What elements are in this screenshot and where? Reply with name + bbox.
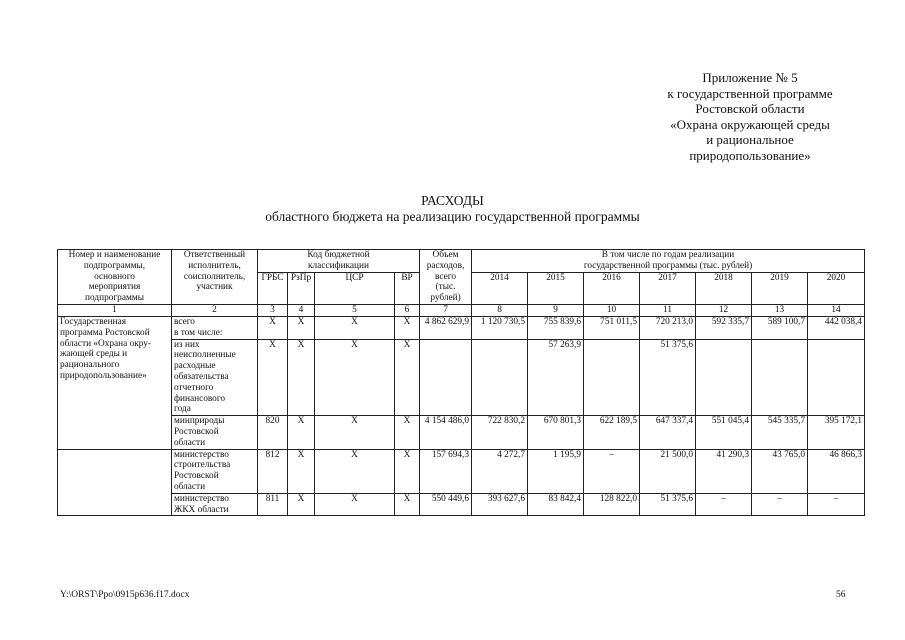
rzpr-cell: Х xyxy=(288,449,315,493)
column-number: 2 xyxy=(172,304,258,316)
header-name-line: основного xyxy=(94,271,135,282)
year-value-cell: 21 500,0 xyxy=(640,449,696,493)
year-value-cell: 51 375,6 xyxy=(640,339,696,416)
resp-line: минприроды xyxy=(174,416,225,427)
resp-line: неисполненные xyxy=(174,350,236,361)
grbs-cell: 812 xyxy=(258,449,288,493)
responsible-cell xyxy=(172,449,258,493)
resp-line: области xyxy=(174,437,206,448)
column-number: 9 xyxy=(528,304,584,316)
year-value-cell xyxy=(472,339,528,416)
year-value-cell: 720 213,0 xyxy=(640,316,696,339)
resp-line: расходные xyxy=(174,361,216,372)
resp-line: ЖКХ области xyxy=(174,504,229,515)
header-volume-line: рублей) xyxy=(430,293,461,304)
column-number: 13 xyxy=(752,304,808,316)
header-year: 2015 xyxy=(528,272,584,304)
heading-title: РАСХОДЫ xyxy=(421,193,484,208)
year-value-cell: 395 172,1 xyxy=(808,416,865,449)
year-value-cell: 722 830,2 xyxy=(472,416,528,449)
rzpr-cell: Х xyxy=(288,316,315,339)
header-year: 2016 xyxy=(584,272,640,304)
year-value-cell: 442 038,4 xyxy=(808,316,865,339)
header-volume-line: расходов, xyxy=(426,260,465,271)
resp-line: финансового xyxy=(174,393,226,404)
column-number: 10 xyxy=(584,304,640,316)
year-value-cell: 545 335,7 xyxy=(752,416,808,449)
year-value-cell: 647 337,4 xyxy=(640,416,696,449)
appendix-line: Ростовской области xyxy=(695,101,805,116)
table-row xyxy=(58,449,865,493)
column-number: 14 xyxy=(808,304,865,316)
appendix-block xyxy=(560,70,905,163)
header-volume-line: всего xyxy=(435,271,456,282)
column-number: 1 xyxy=(58,304,172,316)
header-responsible xyxy=(172,250,258,305)
year-value-cell xyxy=(584,339,640,416)
appendix-line: Приложение № 5 xyxy=(702,70,798,85)
page-number: 56 xyxy=(836,590,846,600)
csr-cell: Х xyxy=(315,493,395,516)
resp-line: области xyxy=(174,481,206,492)
grbs-cell: 820 xyxy=(258,416,288,449)
appendix-line: «Охрана окружающей среды xyxy=(670,116,830,132)
grbs-cell: Х xyxy=(258,316,288,339)
heading-subtitle: областного бюджета на реализацию государственной программы xyxy=(265,209,640,224)
expenses-table xyxy=(57,249,865,516)
resp-line: всего xyxy=(174,316,195,327)
document-heading xyxy=(0,193,905,225)
responsible-cell xyxy=(172,339,258,416)
header-budget-code xyxy=(258,250,420,273)
column-number: 4 xyxy=(288,304,315,316)
year-value-cell: – xyxy=(584,449,640,493)
year-value-cell: – xyxy=(752,493,808,516)
header-row-1 xyxy=(58,250,865,273)
vr-cell: Х xyxy=(395,416,420,449)
year-value-cell xyxy=(808,339,865,416)
year-value-cell: 670 801,3 xyxy=(528,416,584,449)
program-name-line: программа Ростовской xyxy=(60,327,150,338)
year-value-cell: 51 375,6 xyxy=(640,493,696,516)
rzpr-cell: Х xyxy=(288,493,315,516)
year-value-cell: 751 011,5 xyxy=(584,316,640,339)
total-cell: 4 154 486,0 xyxy=(420,416,472,449)
header-year: 2014 xyxy=(472,272,528,304)
column-number: 5 xyxy=(315,304,395,316)
program-name-line: области «Охрана окру- xyxy=(60,338,152,349)
header-code-line: Код бюджетной xyxy=(307,250,370,260)
header-vr: ВР xyxy=(395,272,420,304)
year-value-cell: – xyxy=(808,493,865,516)
table-row xyxy=(58,416,865,449)
file-path: Y:\ORST\Ppo\0915p636.f17.docx xyxy=(60,590,190,600)
header-name-line: мероприятия xyxy=(88,282,141,293)
header-csr: ЦСР xyxy=(315,272,395,304)
column-number: 11 xyxy=(640,304,696,316)
year-value-cell: 1 195,9 xyxy=(528,449,584,493)
header-volume-line: Объем xyxy=(432,250,459,260)
resp-line: строительства xyxy=(174,460,231,471)
appendix-line: к государственной программе xyxy=(667,85,833,101)
header-name-line: подпрограммы, xyxy=(83,260,146,271)
program-name-line: Государственная xyxy=(60,316,127,327)
program-name-line: рационального xyxy=(60,360,120,371)
header-code-line: классификации xyxy=(308,260,369,271)
table-row xyxy=(58,339,865,416)
header-years-line: В том числе по годам реализации xyxy=(601,250,735,260)
grbs-cell: 811 xyxy=(258,493,288,516)
resp-line: из них xyxy=(174,339,200,350)
resp-line: в том числе: xyxy=(174,327,223,338)
column-number: 6 xyxy=(395,304,420,316)
vr-cell: Х xyxy=(395,493,420,516)
vr-cell: Х xyxy=(395,316,420,339)
year-value-cell: 43 765,0 xyxy=(752,449,808,493)
header-year: 2019 xyxy=(752,272,808,304)
year-value-cell: 551 045,4 xyxy=(696,416,752,449)
header-years-line: государственной программы (тыс. рублей) xyxy=(583,260,753,271)
appendix-line: природопользование» xyxy=(689,147,811,163)
program-name-continuation xyxy=(58,449,172,516)
program-name-line: природопользование» xyxy=(60,370,147,381)
resp-line: отчетного xyxy=(174,382,214,393)
total-cell: 4 862 629,9 xyxy=(420,316,472,339)
header-year: 2020 xyxy=(808,272,865,304)
header-name-line: Номер и наименование xyxy=(68,250,161,260)
year-value-cell: 128 822,0 xyxy=(584,493,640,516)
year-value-cell: 1 120 730,5 xyxy=(472,316,528,339)
year-value-cell xyxy=(696,339,752,416)
year-value-cell xyxy=(752,339,808,416)
column-number: 7 xyxy=(420,304,472,316)
header-volume xyxy=(420,250,472,305)
header-year: 2018 xyxy=(696,272,752,304)
header-resp-line: соисполнитель, xyxy=(183,271,246,282)
year-value-cell: 622 189,5 xyxy=(584,416,640,449)
column-number: 3 xyxy=(258,304,288,316)
vr-cell: Х xyxy=(395,449,420,493)
table-row xyxy=(58,493,865,516)
vr-cell: Х xyxy=(395,339,420,416)
header-resp-line: участник xyxy=(196,282,233,293)
resp-line: Ростовской xyxy=(174,471,219,482)
csr-cell: Х xyxy=(315,339,395,416)
header-years-title xyxy=(472,250,865,273)
appendix-line: и рациональное xyxy=(706,132,794,147)
csr-cell: Х xyxy=(315,316,395,339)
column-number-row xyxy=(58,304,865,316)
csr-cell: Х xyxy=(315,449,395,493)
total-cell: 157 694,3 xyxy=(420,449,472,493)
year-value-cell: 393 627,6 xyxy=(472,493,528,516)
resp-line: обязательства xyxy=(174,371,229,382)
header-grbs: ГРБС xyxy=(258,272,288,304)
program-name xyxy=(58,316,172,449)
column-number: 8 xyxy=(472,304,528,316)
resp-line: министерство xyxy=(174,493,229,504)
resp-line: года xyxy=(174,404,191,415)
program-name-line: жающей среды и xyxy=(60,349,128,360)
header-rzpr: РзПр xyxy=(288,272,315,304)
header-resp-line: Ответственный xyxy=(183,250,246,260)
header-volume-line: (тыс. xyxy=(435,282,456,293)
year-value-cell: 592 335,7 xyxy=(696,316,752,339)
responsible-cell xyxy=(172,416,258,449)
responsible-cell xyxy=(172,493,258,516)
year-value-cell: 46 866,3 xyxy=(808,449,865,493)
rzpr-cell: Х xyxy=(288,416,315,449)
year-value-cell: 755 839,6 xyxy=(528,316,584,339)
year-value-cell: 57 263,9 xyxy=(528,339,584,416)
total-cell xyxy=(420,339,472,416)
year-value-cell: 589 100,7 xyxy=(752,316,808,339)
year-value-cell: 41 290,3 xyxy=(696,449,752,493)
total-cell: 550 449,6 xyxy=(420,493,472,516)
grbs-cell: Х xyxy=(258,339,288,416)
column-number: 12 xyxy=(696,304,752,316)
resp-line: Ростовской xyxy=(174,426,219,437)
header-name-line: подпрограммы xyxy=(85,293,144,304)
rzpr-cell: Х xyxy=(288,339,315,416)
header-resp-line: исполнитель, xyxy=(188,260,241,271)
year-value-cell: 83 842,4 xyxy=(528,493,584,516)
header-name xyxy=(58,250,172,305)
resp-line: министерство xyxy=(174,449,229,460)
year-value-cell: 4 272,7 xyxy=(472,449,528,493)
header-year: 2017 xyxy=(640,272,696,304)
year-value-cell: – xyxy=(696,493,752,516)
responsible-cell xyxy=(172,316,258,339)
table-row xyxy=(58,316,865,339)
csr-cell: Х xyxy=(315,416,395,449)
